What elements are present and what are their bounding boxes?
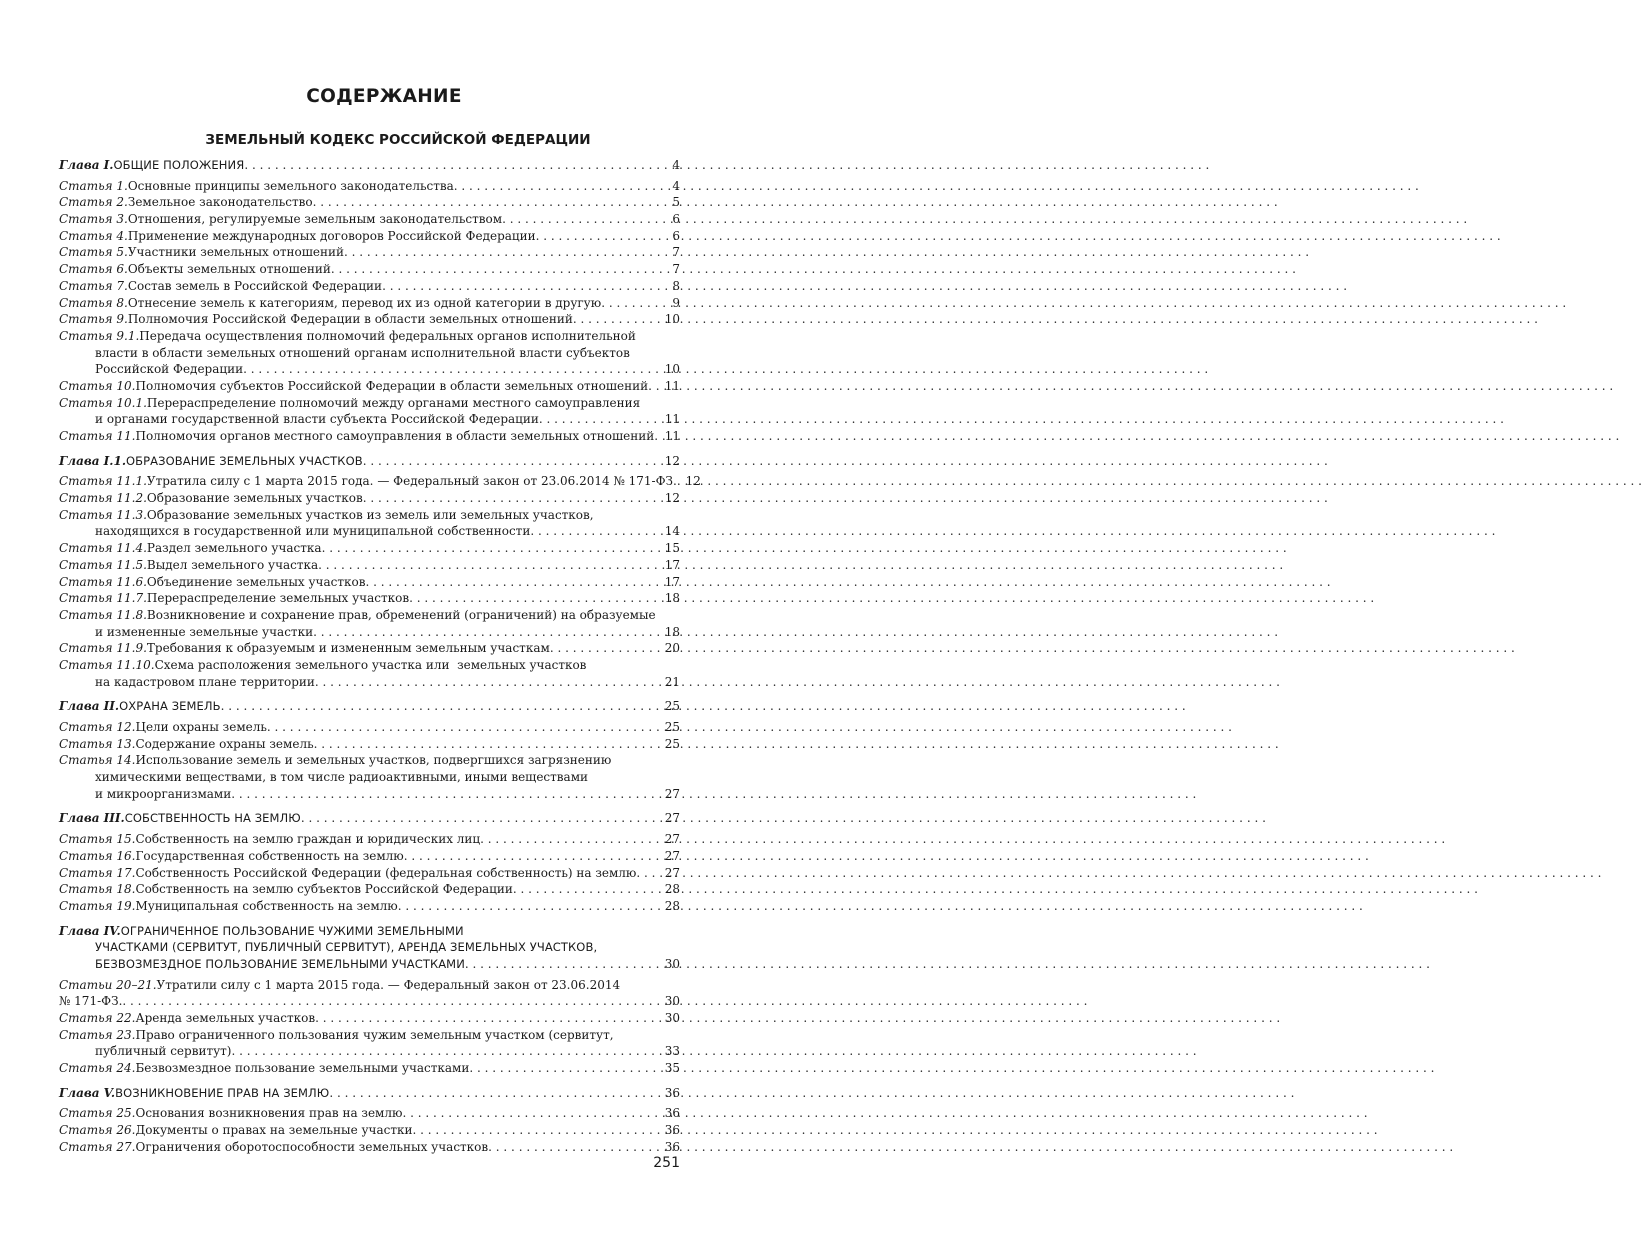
dot-leader	[648, 378, 662, 395]
article-title: Раздел земельного участка	[146, 541, 322, 556]
dot-leader	[315, 1010, 662, 1027]
toc-entry-line[interactable]	[59, 178, 680, 195]
dot-leader	[654, 428, 662, 445]
toc-page-number: 30	[664, 1011, 680, 1025]
dot-leader	[398, 898, 662, 915]
toc-page-number: 5	[672, 195, 680, 210]
toc-entry-line[interactable]	[59, 261, 680, 278]
article-title: Использование земель и земельных участков, подвергшихся загрязнению	[135, 753, 612, 768]
toc-page-number: 35	[664, 1061, 680, 1076]
dot-leader	[539, 411, 662, 428]
dot-leader	[314, 736, 662, 753]
toc-entry-line[interactable]	[59, 507, 680, 524]
article-label: Статья 22.	[59, 1011, 136, 1025]
toc-chapter-line[interactable]	[59, 956, 680, 973]
toc-entry-line[interactable]	[59, 540, 680, 557]
chapter-title: СОБСТВЕННОСТЬ НА ЗЕМЛЮ	[124, 811, 301, 826]
article-title: Требования к образуемым и измененным земельным участкам	[146, 641, 550, 656]
toc-page-number: 27	[664, 832, 680, 847]
dot-leader	[454, 178, 662, 195]
toc-chapter-line[interactable]	[59, 810, 680, 827]
article-title: Полномочия субъектов Российской Федерации в области земельных отношений	[135, 378, 649, 393]
toc-chapter-line[interactable]	[59, 157, 680, 174]
toc-entry-line[interactable]	[59, 1060, 680, 1077]
dot-leader	[331, 261, 662, 278]
toc-entry-line[interactable]	[59, 523, 680, 540]
toc-page-number: 21	[664, 674, 680, 689]
article-title: Документы о правах на земельные участки	[135, 1123, 413, 1138]
toc-chapter-line[interactable]	[59, 453, 680, 470]
toc-entry-line[interactable]	[59, 244, 680, 261]
toc-entry-line[interactable]	[59, 278, 680, 295]
toc-page-number: 25	[664, 720, 680, 734]
article-title: Объединение земельных участков	[146, 574, 366, 589]
dot-leader	[536, 228, 662, 245]
toc-chapter-line[interactable]	[59, 939, 680, 956]
article-title: на кадастровом плане территории	[95, 674, 315, 689]
toc-entry-line[interactable]	[59, 640, 680, 657]
dot-leader	[318, 557, 662, 574]
toc-page-number: 8	[672, 278, 680, 293]
chapter-title: ВОЗНИКНОВЕНИЕ ПРАВ НА ЗЕМЛЮ	[115, 1085, 330, 1100]
article-label: Статья 11.	[59, 429, 136, 443]
article-label: Статья 5.	[59, 245, 128, 260]
toc-entry-line[interactable]	[59, 607, 680, 624]
toc-entry-line[interactable]	[59, 395, 680, 412]
dot-leader	[513, 881, 662, 898]
article-title: Выдел земельного участка	[146, 557, 319, 572]
toc-page-number: 27	[664, 848, 680, 863]
toc-entry-line[interactable]	[59, 345, 680, 362]
article-title: Участники земельных отношений	[127, 245, 344, 260]
article-label: Статья 25.	[59, 1106, 136, 1121]
article-label: Статья 12.	[59, 720, 136, 734]
article-label: Статья 18.	[59, 882, 136, 897]
toc-entry-line[interactable]	[59, 624, 680, 641]
toc-entry-line[interactable]	[59, 1043, 680, 1060]
article-title: Аренда земельных участков	[135, 1011, 316, 1025]
toc-page-number: 30	[664, 956, 680, 971]
dot-leader	[344, 244, 662, 261]
article-label: Статья 17.	[59, 865, 136, 880]
toc-entry-line[interactable]	[59, 311, 680, 328]
dot-leader	[409, 590, 662, 607]
toc-page-number: 6	[672, 228, 680, 243]
article-label: Статья 11.6.	[59, 574, 147, 589]
toc-entry-line[interactable]	[59, 194, 680, 211]
article-title: химическими веществами, в том числе радиоактивными, иными веществами	[95, 770, 589, 785]
article-title: Полномочия Российской Федерации в области земельных отношений	[127, 312, 573, 327]
page-title: СОДЕРЖАНИЕ	[306, 86, 462, 107]
article-label: Статья 9.1.	[59, 328, 140, 343]
dot-leader	[469, 1060, 662, 1077]
dot-leader	[243, 361, 662, 378]
chapter-title: ОГРАНИЧЕННОЕ ПОЛЬЗОВАНИЕ ЧУЖИМИ ЗЕМЕЛЬНЫМИ	[120, 923, 464, 938]
dot-leader	[530, 523, 662, 540]
toc-entry-line[interactable]	[59, 411, 680, 428]
article-label: Статья 11.4.	[59, 541, 147, 556]
dot-leader	[221, 698, 662, 715]
toc-page-number: 30	[664, 994, 680, 1009]
chapter-title: ОБЩИЕ ПОЛОЖЕНИЯ	[113, 158, 245, 172]
toc-entry-line[interactable]	[59, 831, 680, 848]
toc-entry-line[interactable]	[59, 736, 680, 753]
article-title: Земельное законодательство	[127, 195, 313, 210]
article-title: Объекты земельных отношений	[127, 262, 331, 277]
toc-page-number: 36	[664, 1106, 680, 1121]
article-title: Право ограниченного пользования чужим земельным участком (сервитут,	[135, 1027, 614, 1042]
article-title: Отнесение земель к категориям, перевод их из одной категории в другую	[127, 295, 602, 310]
dot-leader	[267, 719, 662, 736]
article-label: Статья 2.	[59, 195, 128, 210]
toc-page-number: 7	[672, 245, 680, 260]
toc-page-number: 10	[664, 362, 680, 377]
article-title: Собственность на землю субъектов Российской Федерации	[135, 882, 513, 897]
toc-page-number: 11	[664, 429, 680, 443]
dot-leader	[636, 865, 662, 882]
toc-page-number: 25	[664, 736, 680, 751]
article-label: Статья 11.8.	[59, 607, 147, 622]
toc-entry-line[interactable]	[59, 657, 680, 674]
toc-entry-line[interactable]	[59, 361, 680, 378]
toc-page-number: 27	[664, 865, 680, 880]
chapter-title: ОХРАНА ЗЕМЕЛЬ	[119, 699, 221, 714]
toc-page-number: 18	[664, 624, 680, 639]
dot-leader	[231, 786, 662, 803]
article-label: Статья 11.5.	[59, 557, 147, 572]
toc-page-number: 36	[664, 1123, 680, 1138]
toc-page-number: 6	[672, 212, 680, 227]
dot-leader	[488, 1139, 662, 1156]
table-of-contents	[59, 157, 701, 1156]
toc-page-number: 27	[664, 811, 680, 826]
article-title: Применение международных договоров Российской Федерации	[127, 228, 536, 243]
toc-entry-line[interactable]	[59, 719, 680, 736]
toc-entry-line[interactable]	[59, 228, 680, 245]
dot-leader	[363, 453, 662, 470]
chapter-title: ОБРАЗОВАНИЕ ЗЕМЕЛЬНЫХ УЧАСТКОВ	[126, 453, 363, 468]
article-title: Содержание охраны земель	[135, 736, 314, 751]
page-number: 251	[653, 1155, 680, 1171]
toc-page-number: 17	[664, 557, 680, 572]
toc-page-number: 28	[664, 882, 680, 897]
chapter-label: Глава IV.	[59, 923, 121, 938]
toc-entry-line[interactable]	[59, 428, 680, 445]
toc-entry-line[interactable]	[59, 786, 680, 803]
article-title: Перераспределение полномочий между органами местного самоуправления	[146, 395, 641, 410]
toc-page-number: 14	[664, 524, 680, 539]
article-title: власти в области земельных отношений органам исполнительной власти субъектов	[95, 345, 630, 360]
article-title: Образование земельных участков из земель или земельных участков,	[146, 507, 594, 522]
article-label: Статья 4.	[59, 228, 128, 243]
dot-leader	[550, 640, 662, 657]
toc-chapter-line[interactable]	[59, 698, 680, 715]
toc-page-number: 4	[672, 158, 680, 172]
toc-entry-line[interactable]	[59, 898, 680, 915]
article-label: Статья 11.10.	[59, 657, 155, 672]
dot-leader	[480, 831, 662, 848]
article-label: Статья 11.3.	[59, 507, 147, 522]
article-label: Статья 15.	[59, 832, 136, 847]
toc-entry-line[interactable]	[59, 590, 680, 607]
toc-page-number: 7	[672, 262, 680, 277]
article-title: Утратила силу с 1 марта 2015 года. — Федеральный закон от 23.06.2014 № 171-ФЗ.	[146, 474, 677, 489]
dot-leader	[313, 194, 662, 211]
toc-page-number: 9	[672, 295, 680, 310]
toc-page-number: 36	[664, 1139, 680, 1154]
article-label: Статья 23.	[59, 1027, 136, 1042]
article-label: Статья 19.	[59, 898, 136, 913]
chapter-label: Глава III.	[59, 811, 125, 826]
article-title: Цели охраны земель	[135, 720, 267, 734]
toc-page-number: 20	[664, 641, 680, 656]
toc-entry-line[interactable]	[59, 993, 680, 1010]
toc-page-number: 28	[664, 898, 680, 913]
article-title: Ограничения оборотоспособности земельных участков	[135, 1139, 489, 1154]
chapter-label: Глава II.	[59, 699, 120, 714]
article-title: находящихся в государственной или муниципальной собственности	[95, 524, 531, 539]
article-title: и микроорганизмами	[95, 786, 232, 801]
code-title: ЗЕМЕЛЬНЫЙ КОДЕКС РОССИЙСКОЙ ФЕДЕРАЦИИ	[205, 132, 591, 148]
toc-page-number: 15	[664, 541, 680, 556]
article-title: Собственность на землю граждан и юридических лиц	[135, 832, 481, 847]
article-title: Муниципальная собственность на землю	[135, 898, 398, 913]
toc-entry-line[interactable]	[59, 211, 680, 228]
toc-page-number: 11	[664, 412, 680, 427]
toc-page-number: 12	[664, 491, 680, 506]
article-title: Собственность Российской Федерации (федеральная собственность) на землю	[135, 865, 637, 880]
toc-entry-line[interactable]	[59, 473, 701, 490]
toc-entry-line[interactable]	[59, 378, 680, 395]
toc-page-number: 25	[664, 699, 680, 714]
toc-page-number: 4	[672, 178, 680, 193]
toc-entry-line[interactable]	[59, 490, 680, 507]
toc-page-number: 11	[664, 378, 680, 393]
toc-chapter-line[interactable]	[59, 1085, 680, 1102]
article-title: Возникновение и сохранение прав, обременений (ограничений) на образуемые	[146, 607, 656, 622]
article-label: Статья 7.	[59, 278, 128, 293]
article-label: Статья 16.	[59, 848, 136, 863]
article-title: № 171-ФЗ.	[59, 994, 123, 1009]
toc-entry-line[interactable]	[59, 1122, 680, 1139]
article-title: публичный сервитут)	[95, 1044, 232, 1059]
article-title: Основания возникновения прав на землю	[135, 1106, 403, 1121]
chapter-title: УЧАСТКАМИ (СЕРВИТУТ, ПУБЛИЧНЫЙ СЕРВИТУТ), АРЕНДА ЗЕМЕЛЬНЫХ УЧАСТКОВ,	[95, 940, 598, 955]
toc-entry-line[interactable]	[59, 848, 680, 865]
toc-entry-line[interactable]	[59, 674, 680, 691]
toc-entry-line[interactable]	[59, 752, 680, 769]
toc-entry-line[interactable]	[59, 865, 680, 882]
article-title: Образование земельных участков	[146, 491, 363, 506]
article-title: Перераспределение земельных участков	[146, 591, 410, 606]
dot-leader	[382, 278, 662, 295]
dot-leader	[601, 295, 662, 312]
toc-entry-line[interactable]	[59, 1010, 680, 1027]
dot-leader	[315, 674, 662, 691]
article-label: Статья 1.	[59, 178, 128, 193]
article-title: Полномочия органов местного самоуправления в области земельных отношений	[135, 429, 655, 443]
toc-chapter-line[interactable]	[59, 923, 680, 940]
toc-entry-line[interactable]	[59, 881, 680, 898]
article-label: Статья 26.	[59, 1123, 136, 1138]
article-label: Статья 13.	[59, 736, 136, 751]
toc-page-number: 27	[664, 786, 680, 801]
dot-leader	[122, 993, 662, 1010]
toc-entry-line[interactable]	[59, 557, 680, 574]
chapter-label: Глава I.1.	[59, 453, 126, 468]
toc-entry-line[interactable]	[59, 1105, 680, 1122]
article-label: Статья 9.	[59, 312, 128, 327]
article-label: Статья 24.	[59, 1061, 136, 1076]
toc-page-number: 12	[685, 474, 701, 489]
toc-page-number: 12	[664, 453, 680, 468]
dot-leader	[301, 810, 662, 827]
chapter-title: БЕЗВОЗМЕЗДНОЕ ПОЛЬЗОВАНИЕ ЗЕМЕЛЬНЫМИ УЧАСТКАМИ	[95, 956, 465, 971]
toc-page-number: 18	[664, 591, 680, 606]
dot-leader	[365, 574, 662, 591]
article-label: Статья 11.1.	[59, 474, 147, 489]
chapter-label: Глава I.	[59, 158, 114, 172]
dot-leader	[244, 157, 662, 174]
toc-page-number: 33	[664, 1044, 680, 1059]
article-title: Безвозмездное пользование земельными участками	[135, 1061, 470, 1076]
toc-entry-line[interactable]	[59, 1139, 680, 1156]
dot-leader	[329, 1085, 662, 1102]
dot-leader	[313, 624, 662, 641]
dot-leader	[413, 1122, 662, 1139]
article-title: Состав земель в Российской Федерации	[127, 278, 383, 293]
article-label: Статья 3.	[59, 212, 128, 227]
toc-entry-line[interactable]	[59, 769, 680, 786]
article-title: Государственная собственность на землю	[135, 848, 404, 863]
toc-entry-line[interactable]	[59, 328, 680, 345]
article-label: Статья 8.	[59, 295, 128, 310]
article-label: Статья 11.7.	[59, 591, 147, 606]
article-title: Основные принципы земельного законодательства	[127, 178, 454, 193]
dot-leader	[502, 211, 662, 228]
article-title: Отношения, регулируемые земельным законодательством	[127, 212, 503, 227]
article-label: Статья 14.	[59, 753, 136, 768]
article-label: Статья 11.9.	[59, 641, 147, 656]
article-title: Утратили силу с 1 марта 2015 года. — Федеральный закон от 23.06.2014	[156, 977, 621, 992]
article-label: Статья 10.1.	[59, 395, 147, 410]
toc-page-number: 36	[664, 1085, 680, 1100]
article-label: Статья 6.	[59, 262, 128, 277]
dot-leader	[465, 956, 662, 973]
article-title: и органами государственной власти субъекта Российской Федерации	[95, 412, 539, 427]
dot-leader	[402, 1105, 662, 1122]
dot-leader	[322, 540, 662, 557]
toc-page-number: 10	[664, 312, 680, 327]
dot-leader	[404, 848, 662, 865]
article-title: и измененные земельные участки	[95, 624, 314, 639]
toc-entry-line[interactable]	[59, 977, 680, 994]
article-label: Статья 10.	[59, 378, 136, 393]
toc-entry-line[interactable]	[59, 1027, 680, 1044]
article-title: Схема расположения земельного участка или земельных участков	[154, 657, 587, 672]
toc-entry-line[interactable]	[59, 574, 680, 591]
article-title: Передача осуществления полномочий федеральных органов исполнительной	[139, 328, 636, 343]
article-label: Статья 11.2.	[59, 491, 147, 506]
toc-page-number: 17	[664, 574, 680, 589]
article-title: Российской Федерации	[95, 362, 244, 377]
toc-entry-line[interactable]	[59, 295, 680, 312]
dot-leader	[363, 490, 662, 507]
dot-leader	[231, 1043, 662, 1060]
chapter-label: Глава V.	[59, 1085, 116, 1100]
article-label: Статья 27.	[59, 1139, 136, 1154]
article-label: Статьи 20–21.	[59, 977, 157, 992]
dot-leader	[573, 311, 662, 328]
